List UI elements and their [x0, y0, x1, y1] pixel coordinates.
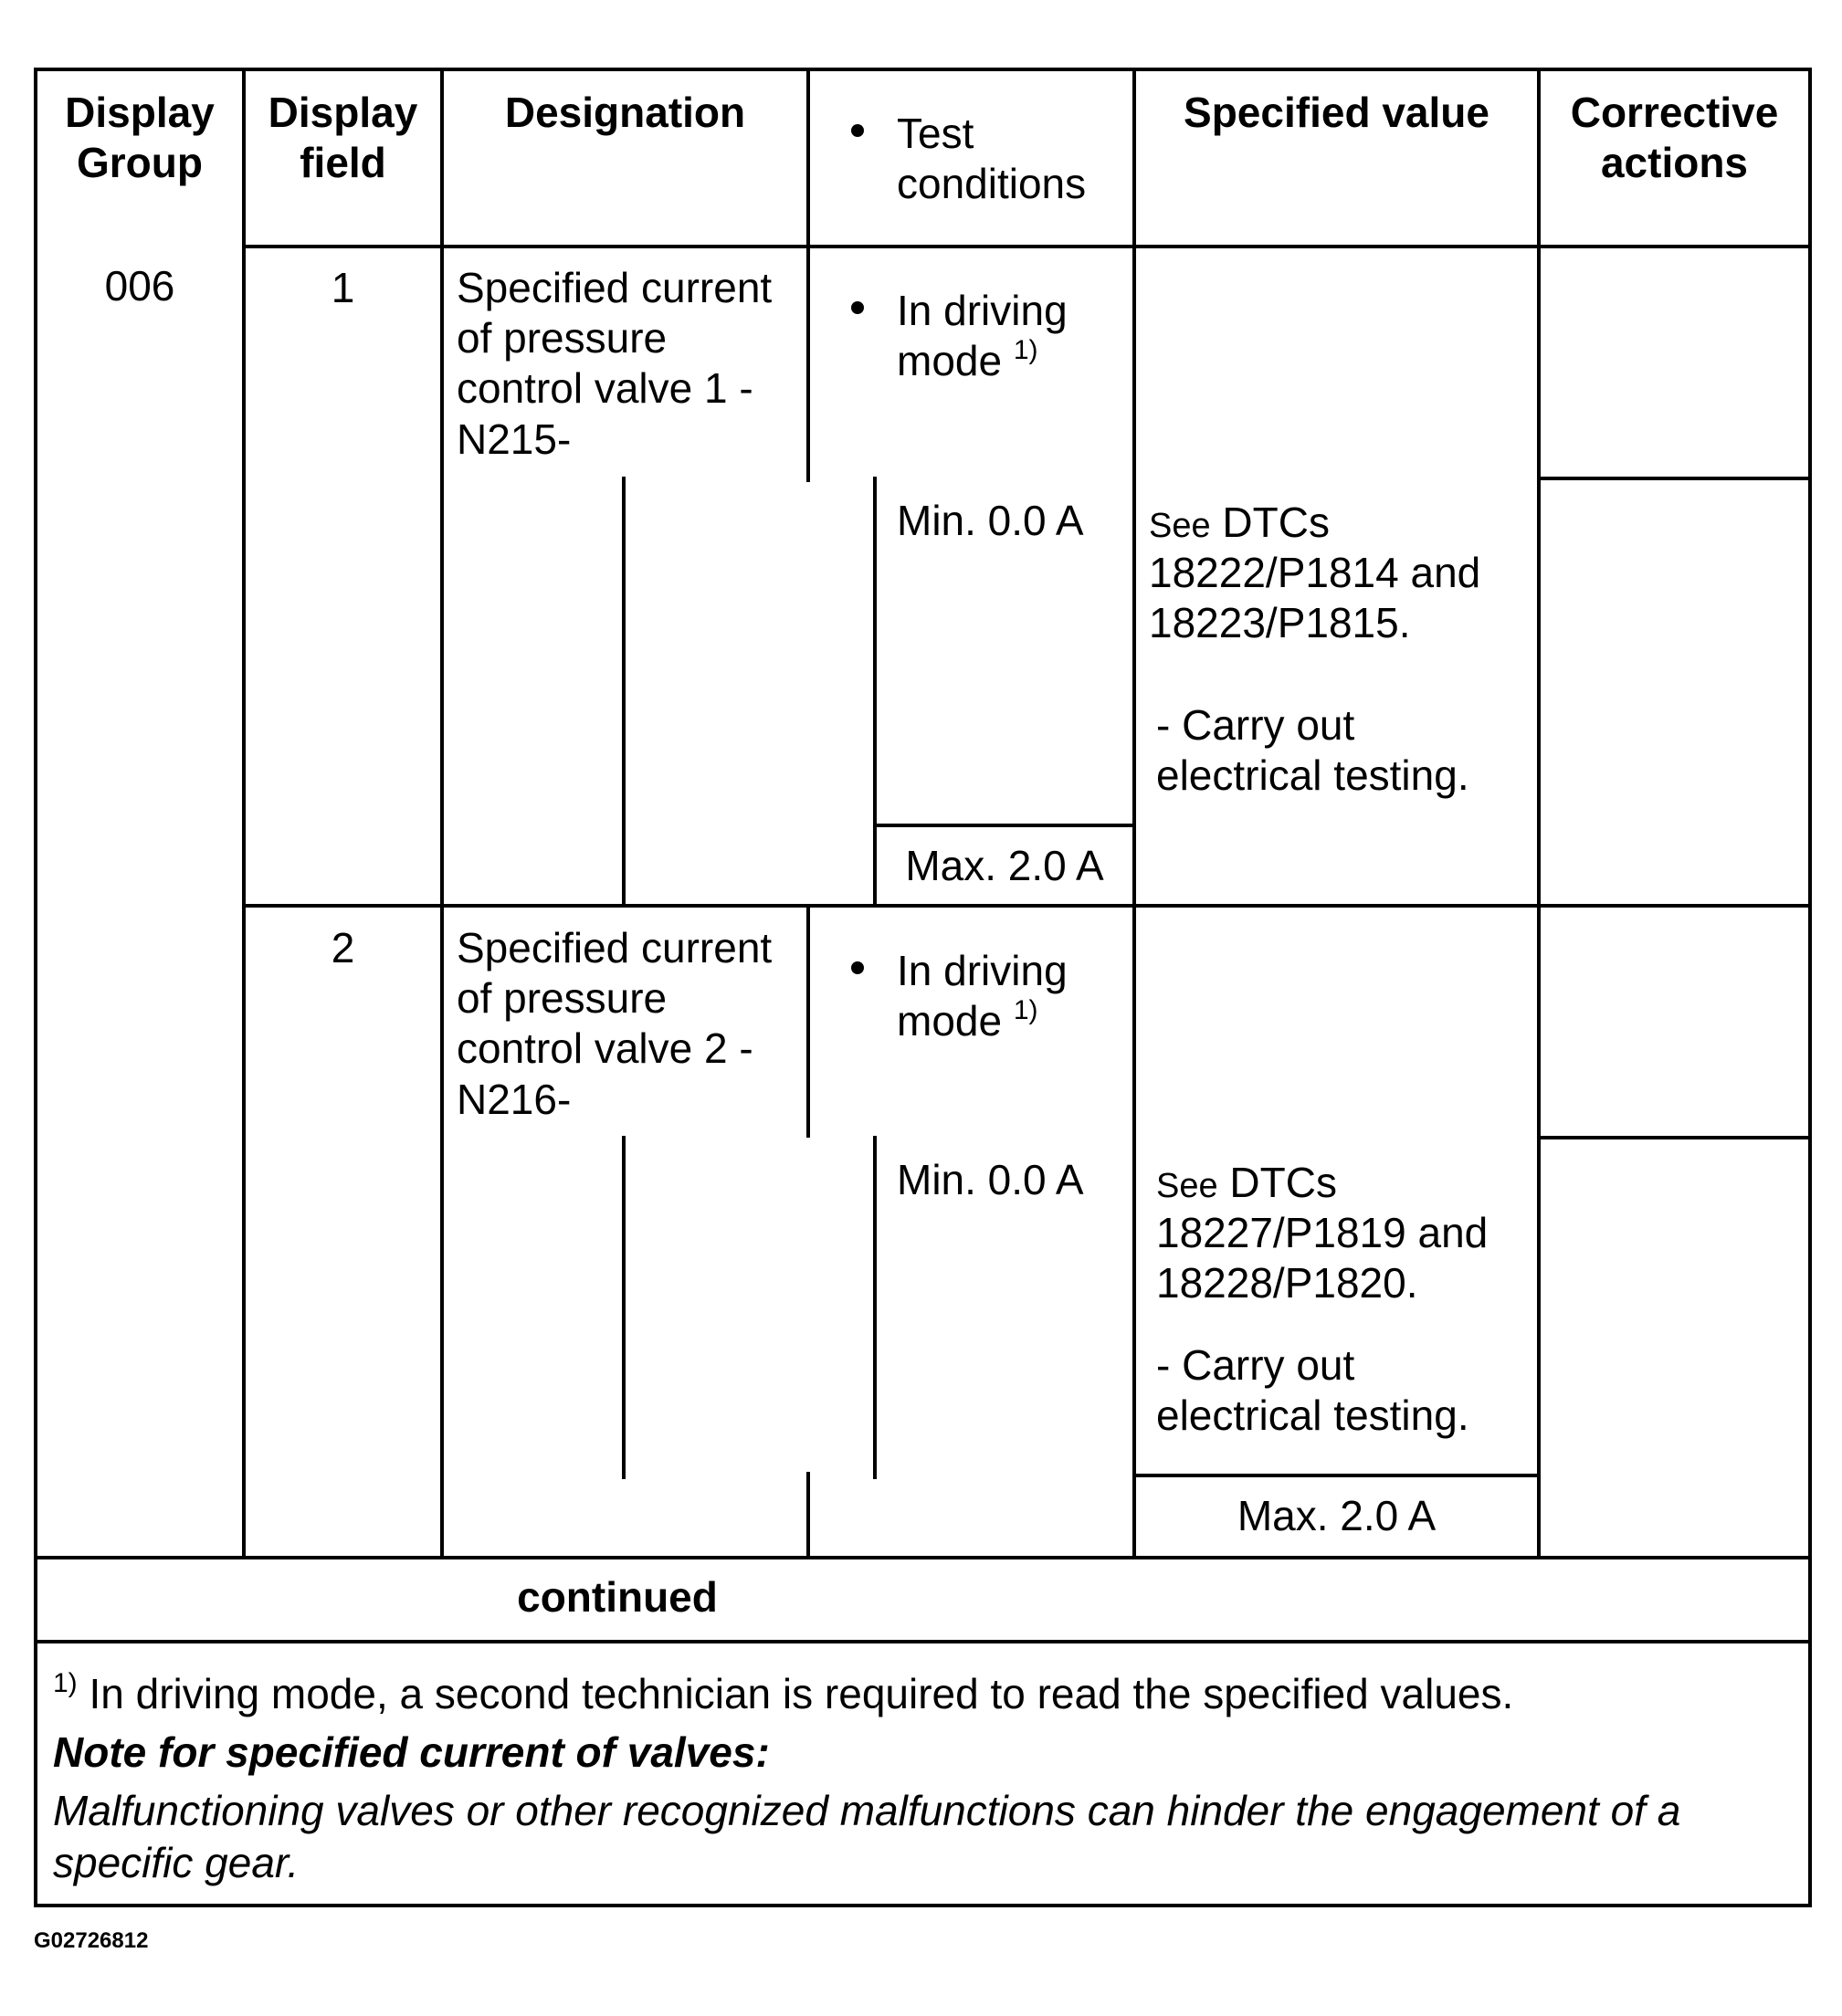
row-divider	[1537, 477, 1812, 480]
note-text: Malfunctioning valves or other recognized malfunctions can hinder the engagement of a specific gear.	[53, 1787, 1681, 1886]
bullet-icon	[851, 961, 864, 974]
footnote-mark: 1)	[1013, 995, 1038, 1026]
bullet-icon	[851, 124, 864, 137]
column-divider	[806, 906, 810, 1138]
table-border-top	[34, 68, 1812, 71]
header-test-conditions: Test conditions	[897, 110, 1087, 208]
column-divider	[806, 1472, 810, 1559]
inner-divider	[622, 1136, 626, 1479]
header-corrective-actions: Corrective actions	[1570, 89, 1779, 187]
table-border-left	[34, 68, 37, 1907]
footnote-mark: 1)	[53, 1668, 78, 1698]
display-group-value: 006	[104, 262, 175, 310]
figure-code: G02726812	[34, 1928, 149, 1953]
footnote-mark: 1)	[1013, 335, 1038, 366]
bullet-icon	[851, 301, 864, 314]
row-divider	[1537, 1136, 1812, 1139]
max-value: Max. 2.0 A	[1237, 1492, 1437, 1539]
row-divider	[34, 1556, 1812, 1559]
display-field-value: 1	[331, 264, 355, 311]
column-divider	[1537, 68, 1541, 1559]
display-field-value: 2	[331, 924, 355, 971]
inner-divider	[622, 477, 626, 908]
designation-text: Specified current of pressure control valve 1 - N215-	[457, 264, 773, 463]
header-display-field: Display field	[268, 89, 418, 187]
min-value: Min. 0.0 A	[897, 1156, 1084, 1203]
corrective-action-text: - Carry out electrical testing.	[1156, 1341, 1469, 1440]
table-border-bottom	[34, 1904, 1812, 1907]
footnote: $^{1)}$ In driving mode, a second technician is required to read the specified values.	[53, 1668, 1514, 1717]
continued-label: continued	[517, 1573, 718, 1621]
corrective-action-text: - Carry out electrical testing.	[1156, 701, 1469, 800]
table-border-right	[1808, 68, 1812, 1907]
header-display-group: Display Group	[65, 89, 215, 187]
row-divider	[873, 824, 1136, 827]
see-dtc-text: See DTCs 18227/P1819 and 18228/P1820.	[1156, 1159, 1489, 1307]
row-divider	[34, 1640, 1812, 1643]
max-value: Max. 2.0 A	[905, 842, 1104, 889]
inner-divider	[873, 1136, 877, 1479]
test-condition-text: In driving mode $^{1)}$	[897, 287, 1068, 385]
header-designation: Designation	[504, 89, 746, 136]
test-condition-text: In driving mode $^{1)}$	[897, 947, 1068, 1045]
designation-text: Specified current of pressure control valve 2 - N216-	[457, 924, 773, 1123]
see-dtc-text: See DTCs 18222/P1814 and 18223/P1815.	[1149, 499, 1481, 647]
header-divider	[242, 245, 1812, 248]
row-divider	[242, 904, 1812, 908]
header-specified-value: Specified value	[1184, 89, 1489, 136]
row-divider	[1132, 1474, 1541, 1477]
column-divider	[1132, 68, 1136, 1559]
min-value: Min. 0.0 A	[897, 497, 1084, 544]
column-divider	[440, 68, 444, 1559]
column-divider	[806, 68, 810, 482]
note-title: Note for specified current of valves:	[53, 1728, 770, 1776]
